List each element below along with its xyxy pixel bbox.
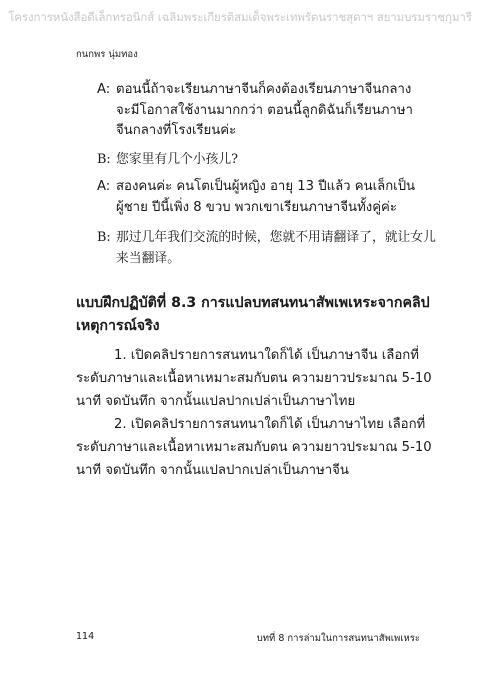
dialogue-text: 来当翻译。: [116, 250, 180, 266]
dialogue-text: 您家里有几个小孩儿?: [116, 152, 239, 167]
paragraph-line: นาที จดบันทึก จากนั้นแปลปากเปล่าเป็นภาษาไทย: [76, 394, 356, 409]
paragraph-line: ระดับภาษาและเนื้อหาเหมาะสมกับตน ความยาวประมาณ 5-10: [76, 371, 432, 386]
dialogue-text: 那过几年我们交流的时候，您就不用请翻译了，就让女儿: [116, 230, 436, 245]
paragraph-line: 1. เปิดคลิปรายการสนทนาใดก็ได้ เป็นภาษาจีน เลือกที่: [114, 348, 419, 363]
exercise-item-2: [76, 413, 432, 482]
dialogue-text: ตอนนี้ถ้าจะเรียนภาษาจีนก็คงต้องเรียนภาษาจีนกลาง: [116, 82, 412, 97]
chapter-title: บทที่ 8 การล่ามในการสนทนาสัพเพเหระ: [256, 633, 420, 644]
dialogue-text: จะมีโอกาสใช้งานมากกว่า ตอนนี้ลูกดิฉันก็เรียนภาษา: [116, 102, 413, 118]
exercise-heading: [76, 292, 430, 338]
author-name: กนกพร นุ่มทอง: [76, 49, 138, 60]
exercise-item-1: [76, 344, 432, 413]
speaker-label: B:: [97, 152, 111, 167]
dialogue-text: จีนกลางที่โรงเรียนค่ะ: [116, 123, 237, 138]
speaker-label: A:: [97, 82, 111, 97]
watermark-header: โครงการหนังสือดีเล็กทรอนิกส์ เฉลิมพระเกียรติสมเด็จพระเทพรัตนราชสุดาฯ สยามบรมราชกุมารี: [8, 10, 472, 24]
speaker-label: A:: [97, 179, 111, 194]
dialogue-line-a2: [97, 177, 416, 218]
paragraph-line: ระดับภาษาและเนื้อหาเหมาะสมกับตน ความยาวประมาณ 5-10: [76, 440, 432, 455]
paragraph-line: นาที จดบันทึก จากนั้นแปลปากเปล่าเป็นภาษาจีน: [76, 463, 349, 478]
heading-line: แบบฝึกปฏิบัติที่ 8.3 การแปลบทสนทนาสัพเพเหระจากคลิป: [76, 295, 430, 311]
dialogue-text: ผู้ชาย ปีนี้เพิ่ง 8 ขวบ พวกเขาเรียนภาษาจีนทั้งคู่ค่ะ: [116, 199, 397, 215]
dialogue-line-b1: [97, 150, 416, 171]
dialogue-line-a1: [97, 80, 416, 142]
dialogue-line-b2: [97, 228, 436, 269]
dialogue-text: สองคนค่ะ คนโตเป็นผู้หญิง อายุ 13 ปีแล้ว คนเล็กเป็น: [116, 179, 416, 194]
page-number: 114: [76, 631, 95, 642]
speaker-label: B:: [97, 230, 111, 245]
paragraph-line: 2. เปิดคลิปรายการสนทนาใดก็ได้ เป็นภาษาไทย เลือกที่: [114, 417, 426, 432]
heading-line: เหตุการณ์จริง: [76, 318, 160, 334]
